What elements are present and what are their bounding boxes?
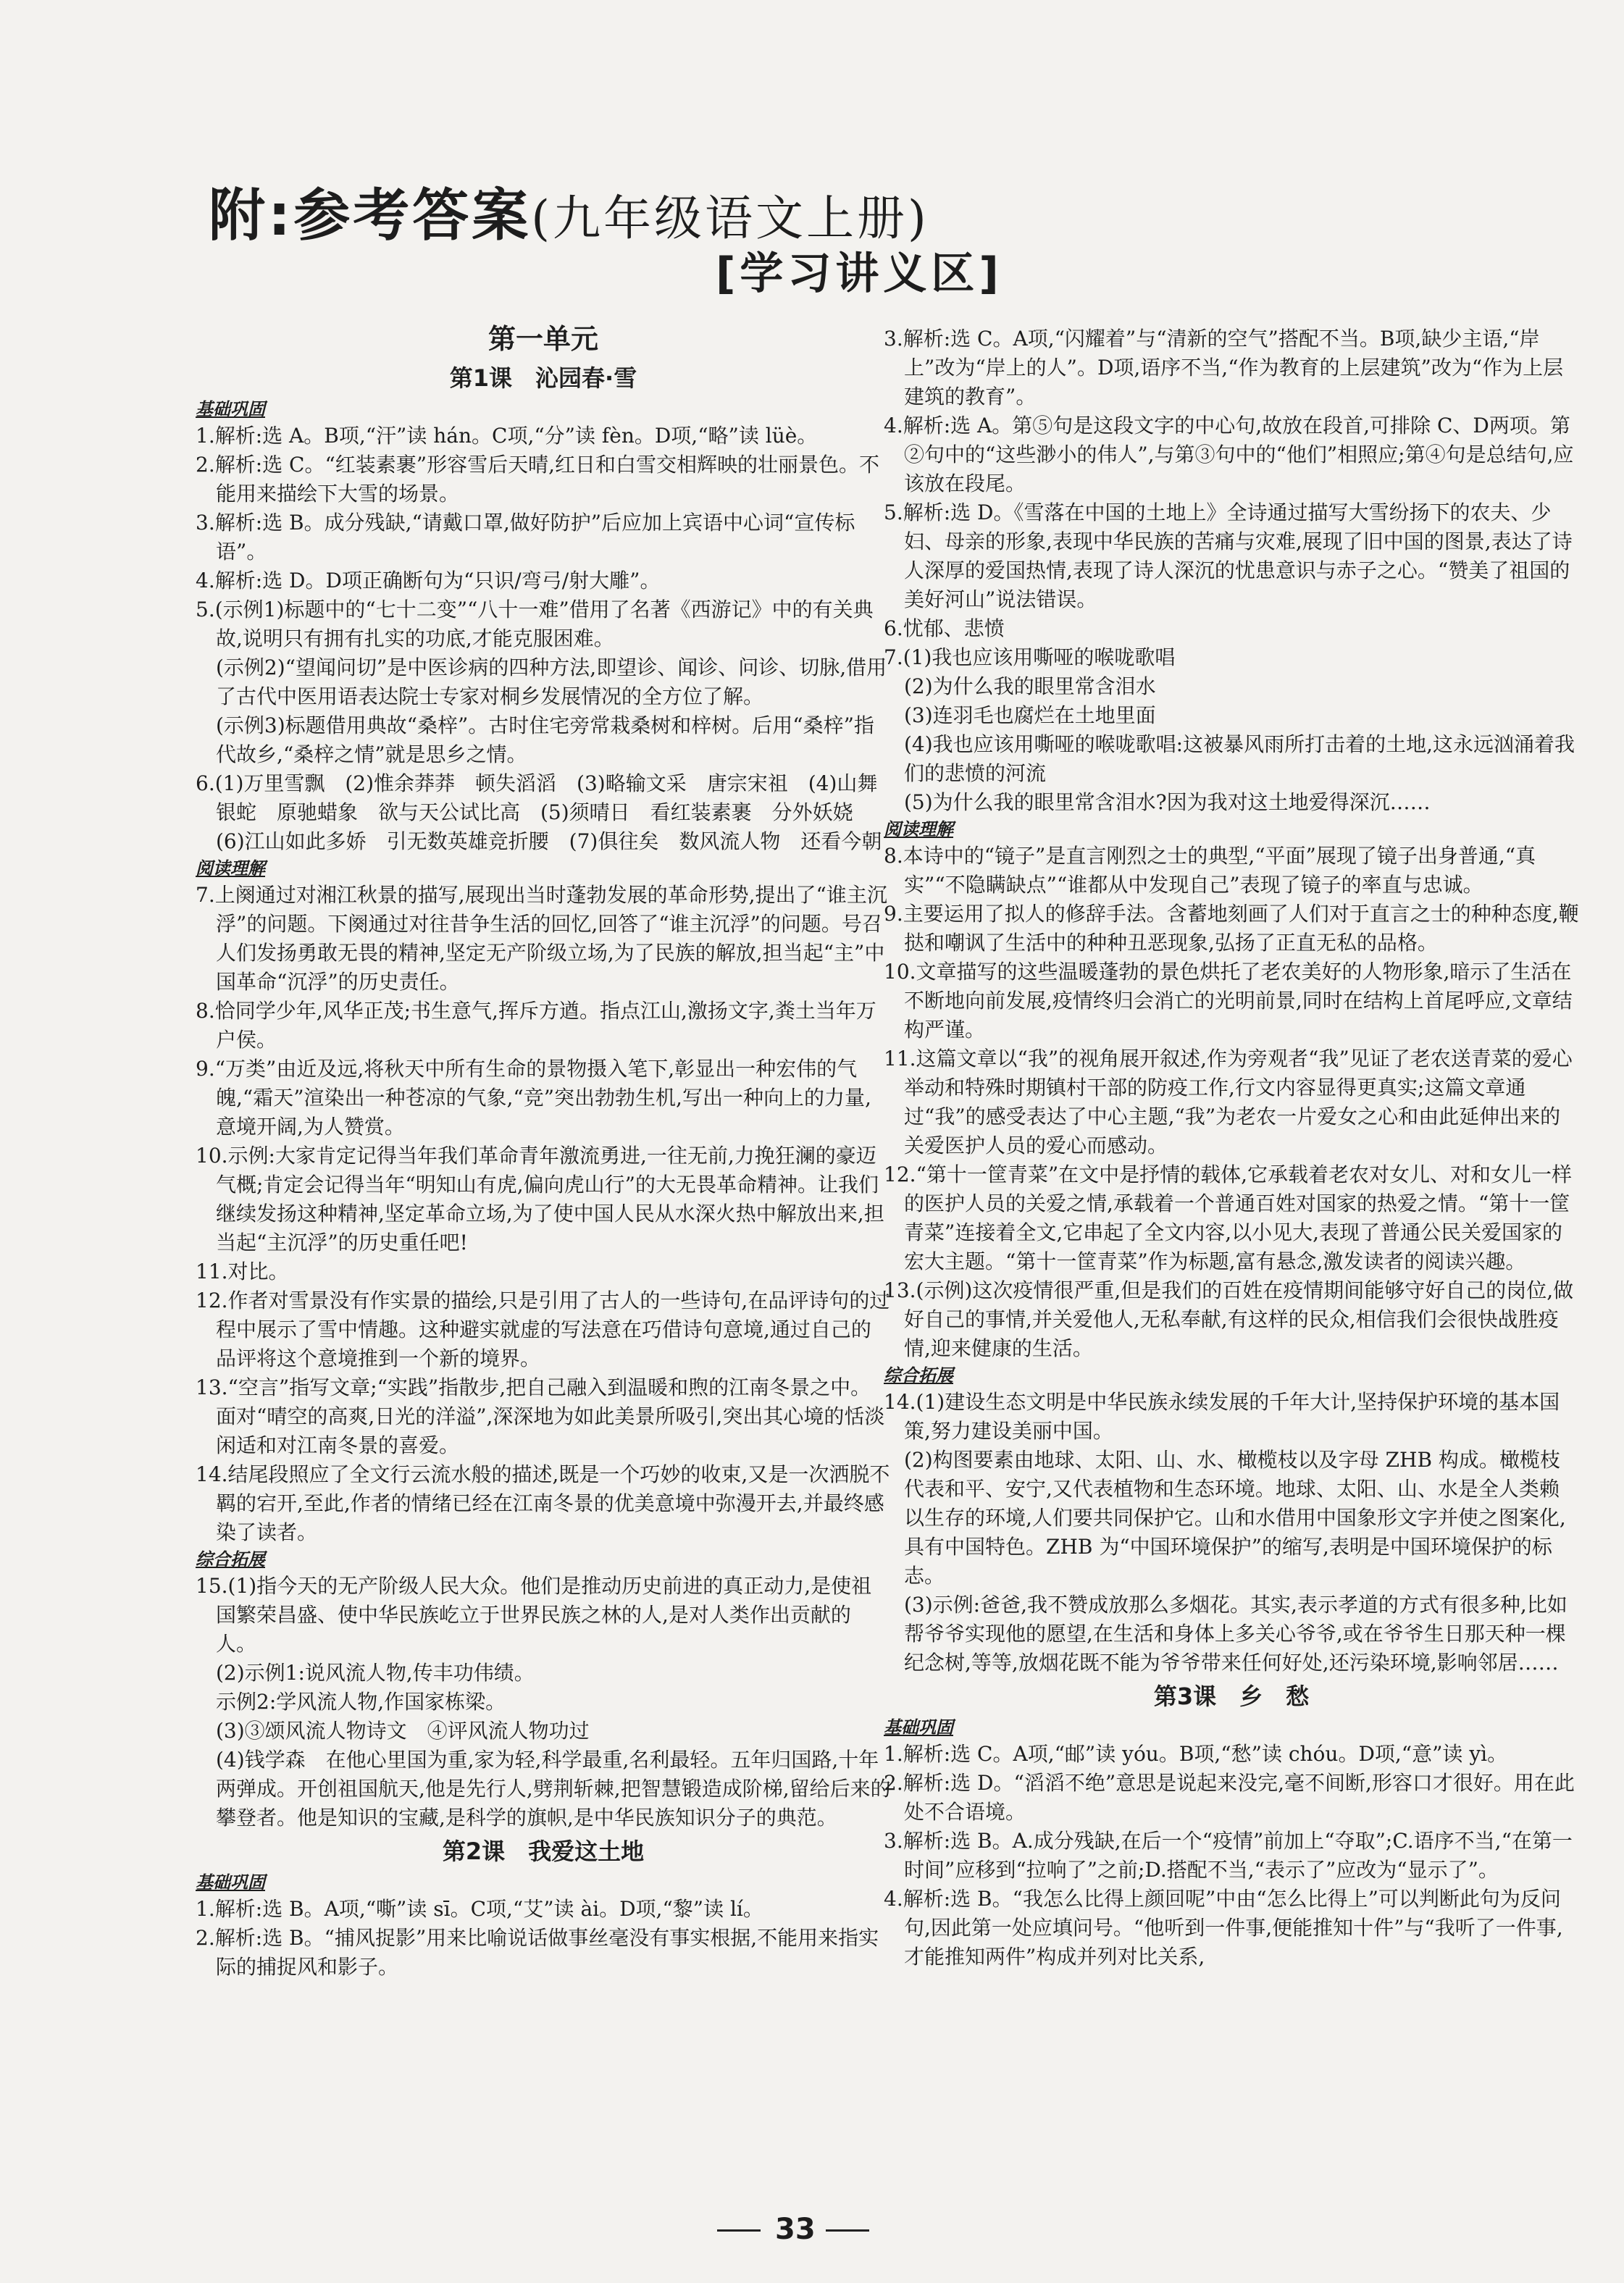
subhead-basic-2: 基础巩固 [196, 1872, 265, 1893]
subhead-reading: 阅读理解 [196, 858, 265, 879]
answer-item: 12.作者对雪景没有作实景的描绘,只是引用了古人的一些诗句,在品评诗句的过程中展示了雪中情趣。这种避实就虚的写法意在巧借诗句意境,通过自己的品评将这个意境推到一个新的境界。 [196, 1289, 890, 1370]
page-title-sub: (九年级语文上册) [531, 190, 929, 246]
answer-subitem: 示例2:学风流人物,作国家栋梁。 [216, 1690, 506, 1714]
answer-subitem: (3)连羽毛也腐烂在土地里面 [904, 703, 1156, 727]
unit-title: 第一单元 [487, 323, 598, 355]
answer-item: 9.“万类”由近及远,将秋天中所有生命的景物摄入笔下,彰显出一种宏伟的气魄,“霜天”渲染出一种苍凉的气象,“竞”突出勃勃生机,写出一种向上的力量,意境开阔,为人赞赏。 [196, 1057, 871, 1139]
answer-item: 14.(1)建设生态文明是中华民族永续发展的千年大计,坚持保护环境的基本国策,努力建设美丽中国。 [884, 1390, 1560, 1443]
subhead-basic-3: 基础巩固 [884, 1717, 953, 1738]
right-column [884, 324, 1579, 1972]
subhead-ext-2: 综合拓展 [884, 1365, 953, 1386]
page-number-dash-left [717, 2229, 761, 2232]
answer-subitem: (3)③颂风流人物诗文 ④评风流人物功过 [216, 1719, 590, 1743]
section-tag: [学习讲义区] [716, 248, 1003, 299]
answer-subitem: (示例3)标题借用典故“桑梓”。古时住宅旁常栽桑树和梓树。后用“桑梓”指代故乡,“桑梓之情”就是思乡之情。 [216, 713, 874, 766]
answer-item: 14.结尾段照应了全文行云流水般的描述,既是一个巧妙的收束,又是一次洒脱不羁的宕开,至此,作者的情绪已经在江南冬景的优美意境中弥漫开去,并最终感染了读者。 [196, 1462, 890, 1544]
answer-item: 3.解析:选 C。A项,“闪耀着”与“清新的空气”搭配不当。B项,缺少主语,“岸上”改为“岸上的人”。D项,语序不当,“作为教育的上层建筑”改为“作为上层建筑的教育”。 [884, 327, 1564, 409]
lesson-title-3: 第3课 乡 愁 [1153, 1683, 1310, 1710]
answer-item: 4.解析:选 B。“我怎么比得上颜回呢”中由“怎么比得上”可以判断此句为反问句,因此第一处应填问号。“他听到一件事,便能推知十件”与“我听了一件事,才能推知两件”构成并列对比关系, [884, 1887, 1563, 1969]
answer-item: 1.解析:选 C。A项,“邮”读 yóu。B项,“愁”读 chóu。D项,“意”读 yì。 [884, 1742, 1508, 1766]
answer-item: 4.解析:选 D。D项正确断句为“只识/弯弓/射大雕”。 [196, 569, 661, 592]
answer-item: 1.解析:选 A。B项,“汗”读 hán。C项,“分”读 fèn。D项,“略”读 lüè。 [196, 424, 818, 448]
answer-item: 6.(1)万里雪飘 (2)惟余莽莽 顿失滔滔 (3)略输文采 唐宗宋祖 (4)山舞银蛇 原驰蜡象 欲与天公试比高 (5)须晴日 看红装素裹 分外妖娆 (6)江山如此多娇 引无数英雄竞折腰 (7)俱往矣 数风流人物 还看今朝 [196, 771, 882, 853]
answer-subitem: (2)构图要素由地球、太阳、山、水、橄榄枝以及字母 ZHB 构成。橄榄枝代表和平、安宁,又代表植物和生态环境。地球、太阳、山、水是全人类赖以生存的环境,人们要共同保护它。山和水借用中国象形文字并使之图案化,具有中国特色。ZHB 为“中国环境保护”的缩写,表明是中国环境保护的标志。 [904, 1448, 1566, 1588]
page-title-main: 附:参考答案 [209, 183, 532, 248]
answer-subitem: (2)示例1:说风流人物,传丰功伟绩。 [216, 1661, 535, 1685]
answer-subitem: (5)为什么我的眼里常含泪水?因为我对这土地爱得深沉…… [904, 790, 1431, 814]
answer-item: 4.解析:选 A。第⑤句是这段文字的中心句,故放在段首,可排除 C、D两项。第②句中的“这些渺小的伟人”,与第③句中的“他们”相照应;第④句是总结句,应该放在段尾。 [884, 414, 1574, 495]
answer-item: 10.示例:大家肯定记得当年我们革命青年激流勇进,一往无前,力挽狂澜的豪迈气概;肯定会记得当年“明知山有虎,偏向虎山行”的大无畏革命精神。让我们继续发扬这种精神,坚定革命立场,为了使中国人民从水深火热中解放出来,担当起“主沉浮”的历史重任吧! [196, 1144, 884, 1254]
answer-subitem: (示例2)“望闻问切”是中医诊病的四种方法,即望诊、闻诊、问诊、切脉,借用了古代中医用语表达院士专家对桐乡发展情况的全方位了解。 [216, 655, 887, 708]
answer-item: 7.(1)我也应该用嘶哑的喉咙歌唱 [884, 645, 1176, 669]
answer-item: 2.解析:选 B。“捕风捉影”用来比喻说话做事丝毫没有事实根据,不能用来指实际的捕捉风和影子。 [196, 1926, 879, 1979]
answer-item: 2.解析:选 C。“红装素裹”形容雪后天晴,红日和白雪交相辉映的壮丽景色。不能用来描绘下大雪的场景。 [196, 453, 880, 506]
page-number: 33 [775, 2213, 816, 2246]
answer-item: 13.(示例)这次疫情很严重,但是我们的百姓在疫情期间能够守好自己的岗位,做好自己的事情,并关爱他人,无私奉献,有这样的民众,相信我们会很快战胜疫情,迎来健康的生活。 [884, 1278, 1574, 1360]
answer-item: 13.“空言”指写文章;“实践”指散步,把自己融入到温暖和煦的江南冬景之中。面对“晴空的高爽,日光的洋溢”,深深地为如此美景所吸引,突出其心境的恬淡闲适和对江南冬景的喜爱。 [196, 1375, 885, 1457]
answer-subitem: (4)钱学森 在他心里国为重,家为轻,科学最重,名利最轻。五年归国路,十年两弹成。开创祖国航天,他是先行人,劈荆斩棘,把智慧锻造成阶梯,留给后来的攀登者。他是知识的宝藏,是科学的旗帜,是中华民族知识分子的典范。 [216, 1748, 891, 1830]
answer-item: 7.上阕通过对湘江秋景的描写,展现出当时蓬勃发展的革命形势,提出了“谁主沉浮”的问题。下阕通过对往昔争生活的回忆,回答了“谁主沉浮”的问题。号召人们发扬勇敢无畏的精神,坚定无产阶级立场,为了民族的解放,担当起“主”中国革命“沉浮”的历史责任。 [196, 883, 887, 994]
lesson-title-1: 第1课 沁园春·雪 [449, 364, 637, 392]
answer-subitem: (2)为什么我的眼里常含泪水 [904, 674, 1156, 698]
subhead-ext: 综合拓展 [196, 1549, 265, 1570]
answer-item: 12.“第十一筐青菜”在文中是抒情的载体,它承载着老农对女儿、对和女儿一样的医护人员的关爱之情,承载着一个普通百姓对国家的热爱之情。“第十一筐青菜”连接着全文,它串起了全文内容,以小见大,表现了普通公民关爱国家的宏大主题。“第十一筐青菜”作为标题,富有悬念,激发读者的阅读兴趣。 [884, 1163, 1573, 1273]
subhead-reading-2: 阅读理解 [884, 819, 953, 839]
answer-item: 11.这篇文章以“我”的视角展开叙述,作为旁观者“我”见证了老农送青菜的爱心举动和特殊时期镇村干部的防疫工作,行文内容显得更真实;这篇文章通过“我”的感受表达了中心主题,“我”为老农一片爱女之心和由此延伸出来的关爱医护人员的爱心而感动。 [884, 1047, 1573, 1157]
subhead-basic: 基础巩固 [196, 399, 265, 419]
answer-item: 5.解析:选 D。《雪落在中国的土地上》全诗通过描写大雪纷扬下的农夫、少妇、母亲的形象,表现中华民族的苦痛与灾难,展现了旧中国的图景,表达了诗人深厚的爱国热情,表现了诗人深沉的忧患意识与赤子之心。“赞美了祖国的美好河山”说法错误。 [884, 500, 1573, 611]
answer-item: 6.忧郁、悲愤 [884, 616, 1005, 640]
answer-item: 15.(1)指今天的无产阶级人民大众。他们是推动历史前进的真正动力,是使祖国繁荣昌盛、使中华民族屹立于世界民族之林的人,是对人类作出贡献的人。 [196, 1574, 872, 1656]
page-number-dash-right [826, 2229, 869, 2232]
answer-item: 1.解析:选 B。A项,“嘶”读 sī。C项,“艾”读 ài。D项,“黎”读 lí。 [196, 1897, 763, 1921]
answer-item: 2.解析:选 D。“滔滔不绝”意思是说起来没完,毫不间断,形容口才很好。用在此处不合语境。 [884, 1771, 1575, 1824]
answer-item: 11.对比。 [196, 1260, 289, 1283]
answer-item: 3.解析:选 B。A.成分残缺,在后一个“疫情”前加上“夺取”;C.语序不当,“在第一时间”应移到“拉响了”之前;D.搭配不当,“表示了”应改为“显示了”。 [884, 1829, 1573, 1882]
left-column [196, 319, 891, 1982]
answer-item: 3.解析:选 B。成分残缺,“请戴口罩,做好防护”后应加上宾语中心词“宣传标语”。 [196, 511, 855, 564]
answer-item: 5.(示例1)标题中的“七十二变”“八十一难”借用了名著《西游记》中的有关典故,说明只有拥有扎实的功底,才能克服困难。 [196, 598, 874, 650]
answer-item: 8.本诗中的“镜子”是直言刚烈之士的典型,“平面”展现了镜子出身普通,“真实”“不隐瞒缺点”“谁都从中发现自己”表现了镜子的率直与忠诚。 [884, 844, 1536, 897]
answer-subitem: (4)我也应该用嘶哑的喉咙歌唱:这被暴风雨所打击着的土地,这永远汹涌着我们的悲愤的河流 [904, 732, 1575, 785]
answer-item: 10.文章描写的这些温暖蓬勃的景色烘托了老农美好的人物形象,暗示了生活在不断地向前发展,疫情终归会消亡的光明前景,同时在结构上首尾呼应,文章结构严谨。 [884, 960, 1573, 1042]
answer-item: 8.恰同学少年,风华正茂;书生意气,挥斥方遒。指点江山,激扬文字,粪土当年万户侯。 [196, 999, 876, 1052]
answer-item: 9.主要运用了拟人的修辞手法。含蓄地刻画了人们对于直言之士的种种态度,鞭挞和嘲讽了生活中的种种丑恶现象,弘扬了正直无私的品格。 [884, 902, 1579, 955]
lesson-title-2: 第2课 我爱这土地 [442, 1838, 645, 1865]
answer-subitem: (3)示例:爸爸,我不赞成放那么多烟花。其实,表示孝道的方式有很多种,比如帮爷爷实现他的愿望,在生活和身体上多关心爷爷,或在爷爷生日那天种一棵纪念树,等等,放烟花既不能为爷爷带来任何好处,还污染环境,影响邻居…… [904, 1593, 1568, 1675]
